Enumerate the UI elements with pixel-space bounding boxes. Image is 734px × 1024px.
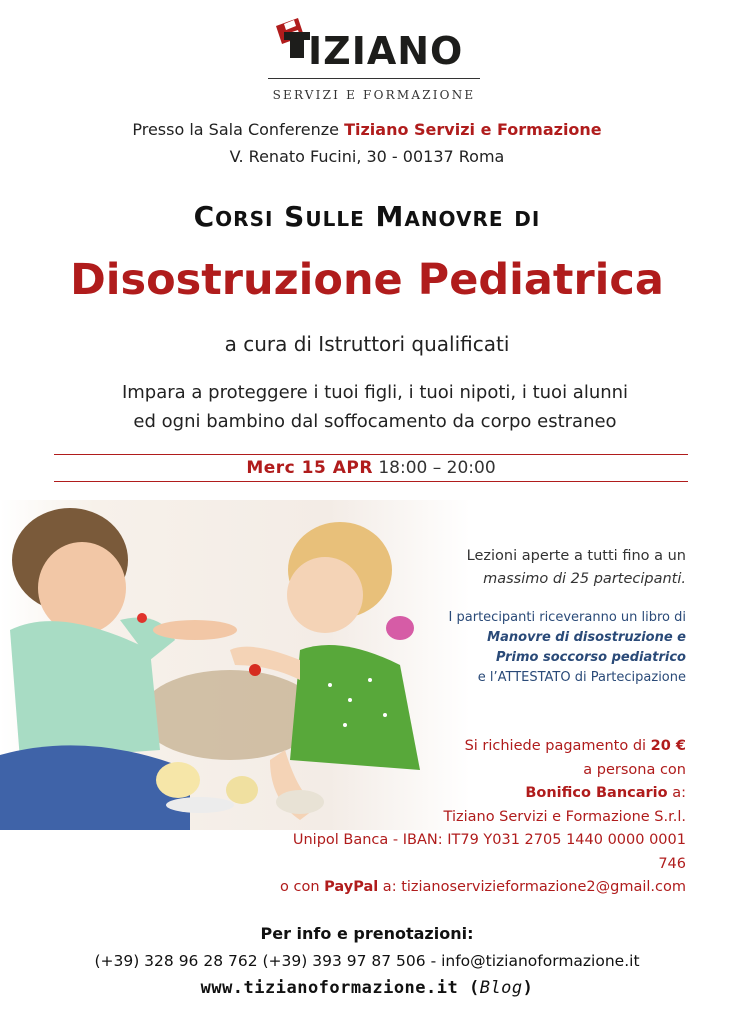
date-band [54, 454, 688, 482]
payment-line-6 [266, 876, 686, 900]
info-payment [266, 735, 686, 900]
intro-line-2: ed ogni bambino dal soffocamento da corpo estraneo [133, 411, 617, 432]
logo-name: IZIANO [308, 29, 464, 73]
intro-line-1: Impara a proteggere i tuoi figli, i tuoi nipoti, i tuoi alunni [121, 382, 629, 403]
payment-amount: 20 € [650, 738, 686, 754]
subtitle: a cura di Istruttori qualificati [224, 332, 510, 356]
info2-line-2: Manovre di disostruzione e [487, 630, 686, 645]
website-close: ) [522, 978, 534, 998]
logo-cross-icon [268, 14, 312, 60]
event-time: 18:00 – 20:00 [372, 458, 496, 478]
info-participants [406, 545, 686, 591]
contact-block [0, 922, 734, 1001]
payment-alt-prefix: o con [280, 879, 325, 895]
website-link[interactable]: www.tizianoformazione.it ( [200, 978, 480, 998]
event-day: Merc 15 APR [246, 458, 373, 478]
logo-tagline: SERVIZI E FORMAZIONE [272, 88, 476, 102]
venue-address: V. Renato Fucini, 30 - 00137 Roma [229, 147, 505, 166]
payment-method: Bonifico Bancario [525, 785, 668, 801]
venue-prefix: Presso la Sala Conferenze [132, 120, 345, 139]
venue-name: Tiziano Servizi e Formazione [344, 120, 602, 139]
payment-line-3 [266, 782, 686, 806]
info2-line-1: I partecipanti riceveranno un libro di [448, 610, 686, 625]
website-line [0, 975, 734, 1001]
page-title: Disostruzione Pediatrica [70, 255, 664, 305]
payment-line-2: a persona con [583, 761, 686, 778]
payment-line-1 [266, 735, 686, 759]
info2-line-4: e l’ATTESTATO di Partecipazione [477, 670, 686, 685]
payment-alt-method: PayPal [324, 879, 379, 895]
payment-prefix: Si richiede pagamento di [464, 738, 651, 754]
venue-line [0, 116, 734, 143]
info2-line-3: Primo soccorso pediatrico [496, 650, 686, 665]
logo-divider [268, 78, 480, 79]
logo [268, 14, 480, 102]
info-book [386, 608, 686, 688]
intro-text [70, 378, 680, 436]
headline: Corsi Sulle Manovre di [193, 200, 541, 233]
blog-label: Blog [479, 978, 523, 998]
contact-heading: Per info e prenotazioni: [260, 924, 474, 943]
payment-company: Tiziano Servizi e Formazione S.r.l. [443, 808, 686, 825]
payment-alt-suffix: a: tizianoservizieformazione2@gmail.com [378, 879, 686, 895]
contact-line: (+39) 328 96 28 762 (+39) 393 97 87 506 - info@tizianoformazione.it [94, 952, 640, 970]
payment-method-suffix: a: [667, 785, 686, 801]
venue-block [0, 116, 734, 170]
payment-bank: Unipol Banca - IBAN: IT79 Y031 2705 1440 0000 0001 746 [292, 832, 686, 872]
info1-line-2: massimo di 25 partecipanti. [483, 571, 686, 587]
info1-line-1: Lezioni aperte a tutti fino a un [466, 548, 686, 564]
